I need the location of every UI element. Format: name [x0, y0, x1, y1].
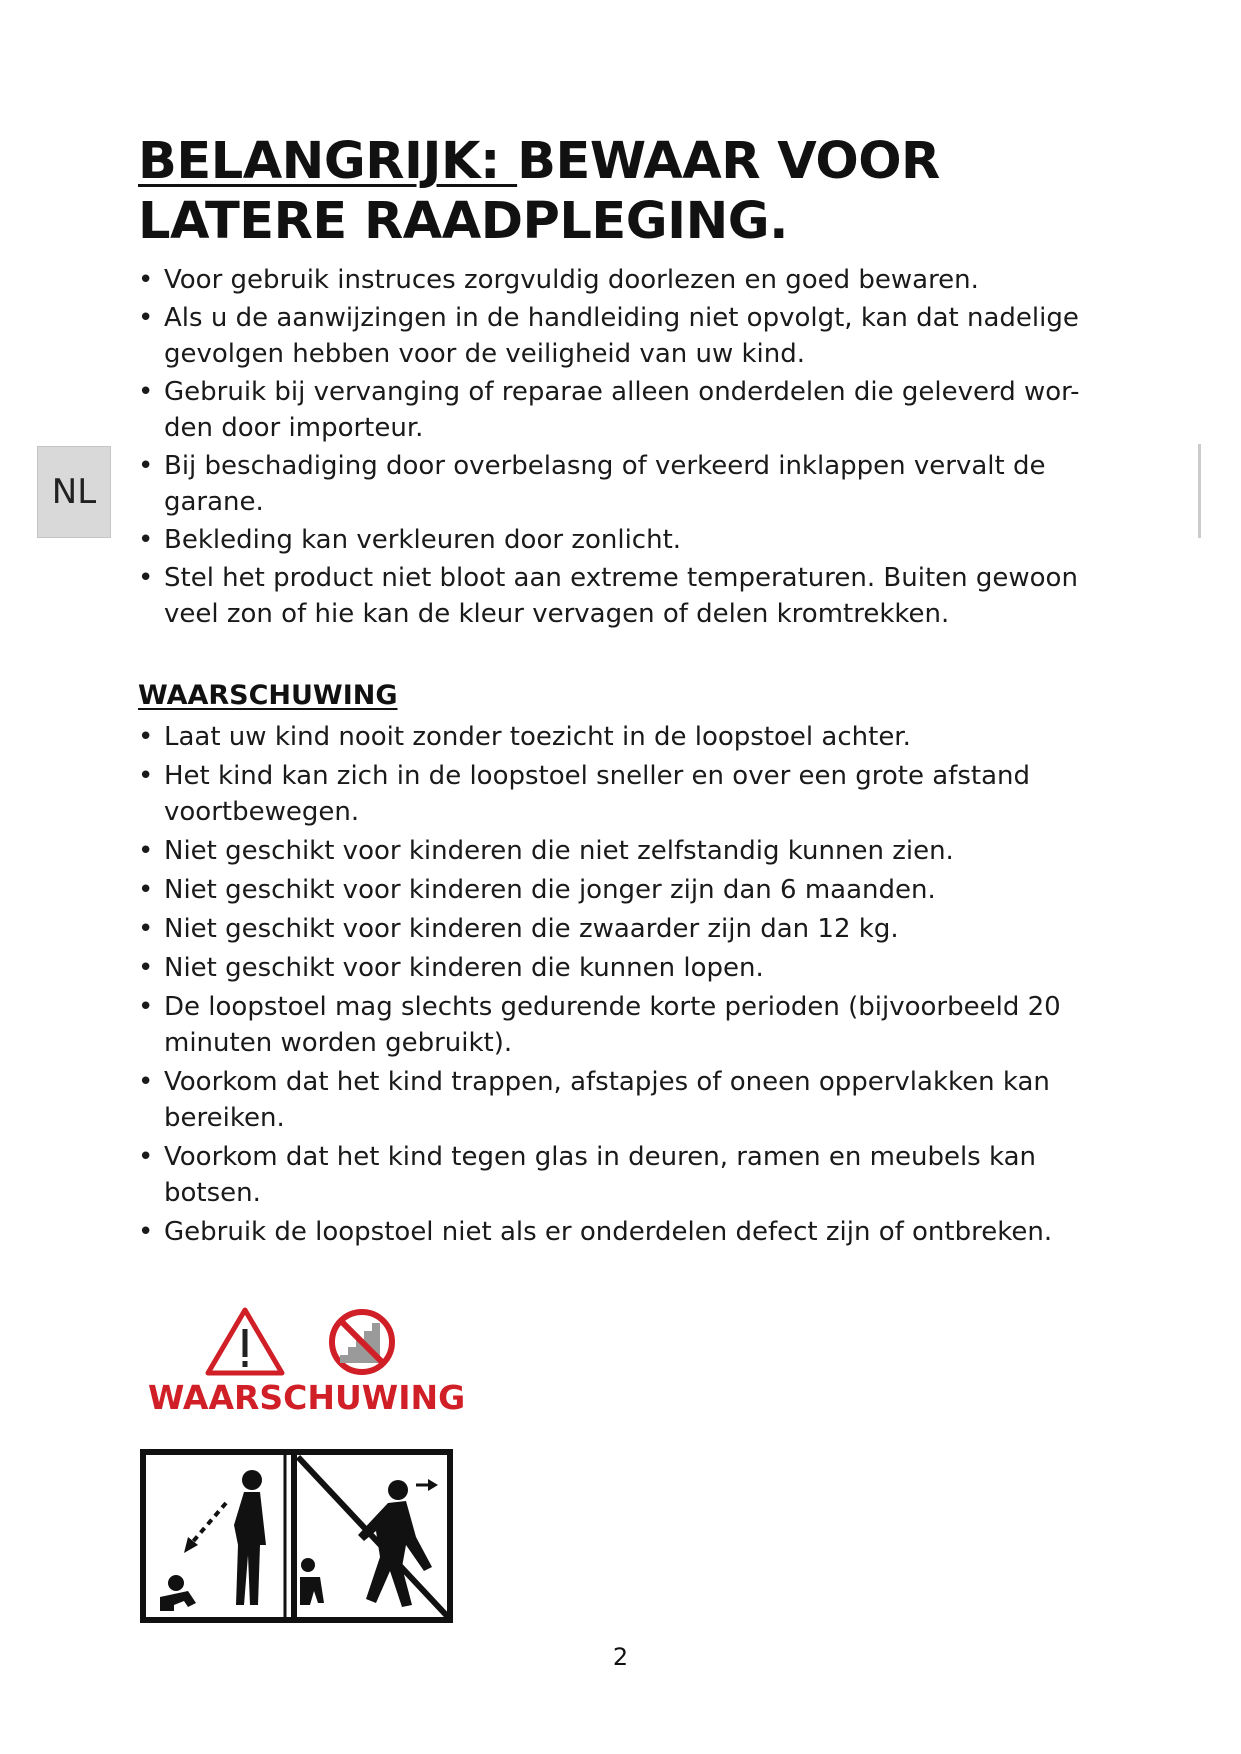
title-underlined: BELANGRIJK:: [138, 132, 518, 191]
no-stairs-icon: [332, 1312, 392, 1372]
page-number: 2: [612, 1643, 629, 1671]
list-item: • Het kind kan zich in de loopstoel sneller en over een grote afstand voortbewegen.: [138, 758, 1118, 830]
list-item: • Gebruik de loopstoel niet als er onderdelen defect zijn of ontbreken.: [138, 1214, 1118, 1250]
list-item: • Voor gebruik instruces zorgvuldig doorlezen en goed bewaren.: [138, 262, 1098, 298]
list-item: • Niet geschikt voor kinderen die zwaarder zijn dan 12 kg.: [138, 911, 1118, 947]
warning-heading: WAARSCHUWING: [138, 680, 398, 711]
list-item: • Voorkom dat het kind tegen glas in deuren, ramen en meubels kan botsen.: [138, 1139, 1118, 1211]
no-walking-icon: [298, 1457, 448, 1617]
list-item: • Laat uw kind nooit zonder toezicht in de loopstoel achter.: [138, 719, 1118, 755]
list-item: • Niet geschikt voor kinderen die kunnen lopen.: [138, 950, 1118, 986]
title-rest: BEWAAR VOOR: [517, 132, 940, 191]
language-tab: NL: [37, 446, 111, 538]
list-item: • Bekleding kan verkleuren door zonlicht.: [138, 522, 1098, 558]
list-item: • Als u de aanwijzingen in de handleiding niet opvolgt, kan dat nadelige gevolgen hebben voor de veiligheid van uw kind.: [138, 300, 1098, 372]
important-list: [138, 262, 1098, 634]
list-item: • Stel het product niet bloot aan extreme temperaturen. Buiten gewoon veel zon of hie kan de kleur vervagen of delen kromtrekken.: [138, 560, 1098, 632]
list-item: • Bij beschadiging door overbelasng of verkeerd inklappen vervalt de garane.: [138, 448, 1098, 520]
list-item: • De loopstoel mag slechts gedurende korte perioden (bijvoorbeeld 20 minuten worden gebruikt).: [138, 989, 1118, 1061]
title-line2: LATERE RAADPLEGING.: [138, 192, 789, 251]
warning-pictogram: [140, 1305, 470, 1635]
list-item: • Niet geschikt voor kinderen die jonger zijn dan 6 maanden.: [138, 872, 1118, 908]
page-title: [138, 132, 940, 252]
warning-list: [138, 719, 1118, 1253]
list-item: • Voorkom dat het kind trappen, afstapjes of oneen oppervlakken kan bereiken.: [138, 1064, 1118, 1136]
pictogram-label: WAARSCHUWING: [148, 1378, 466, 1417]
supervision-icon: [160, 1470, 266, 1611]
warning-triangle-icon: [208, 1310, 282, 1373]
list-item: • Niet geschikt voor kinderen die niet zelfstandig kunnen zien.: [138, 833, 1118, 869]
list-item: • Gebruik bij vervanging of reparae alleen onderdelen die geleverd wor-den door importeur.: [138, 374, 1098, 446]
page-edge-mark: [1198, 444, 1201, 538]
